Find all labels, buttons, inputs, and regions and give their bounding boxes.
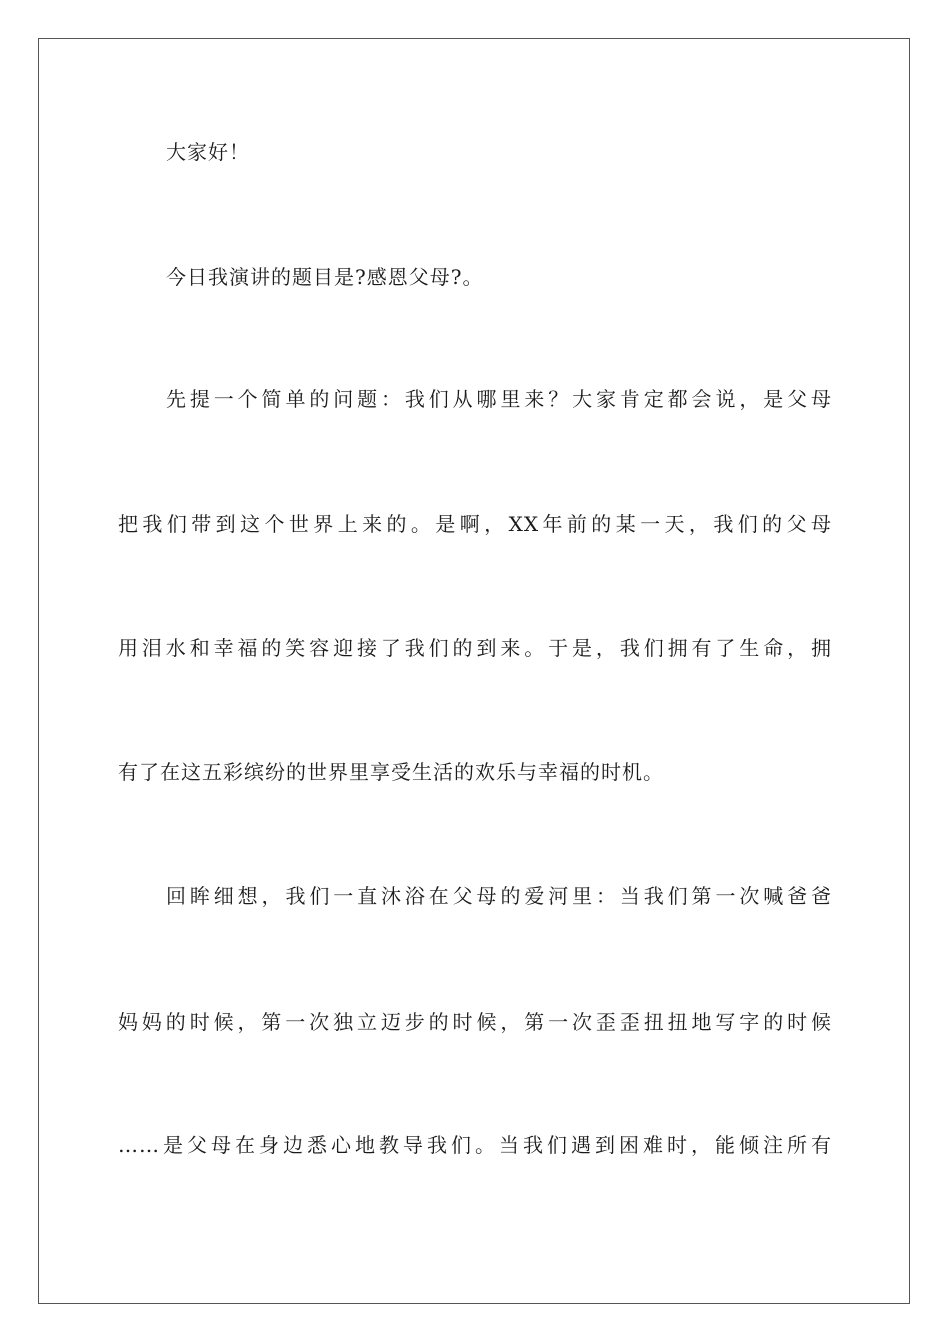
- paragraph-line: ……是父母在身边悉心地教导我们。当我们遇到困难时，能倾注所有: [118, 1133, 832, 1157]
- greeting-line: 大家好！: [166, 140, 250, 164]
- page-frame: [38, 38, 910, 1304]
- paragraph-line: 用泪水和幸福的笑容迎接了我们的到来。于是，我们拥有了生命，拥: [118, 636, 832, 660]
- paragraph-line: 妈妈的时候，第一次独立迈步的时候，第一次歪歪扭扭地写字的时候: [118, 1010, 832, 1034]
- paragraph-line: 有了在这五彩缤纷的世界里享受生活的欢乐与幸福的时机。: [118, 760, 664, 784]
- speech-title-line: 今日我演讲的题目是?感恩父母?。: [166, 265, 484, 289]
- paragraph-line: 把我们带到这个世界上来的。是啊，XX年前的某一天，我们的父母: [118, 512, 832, 536]
- paragraph-line: 先提一个简单的问题：我们从哪里来？大家肯定都会说，是父母: [166, 387, 832, 411]
- paragraph-line: 回眸细想，我们一直沐浴在父母的爱河里：当我们第一次喊爸爸: [166, 884, 832, 908]
